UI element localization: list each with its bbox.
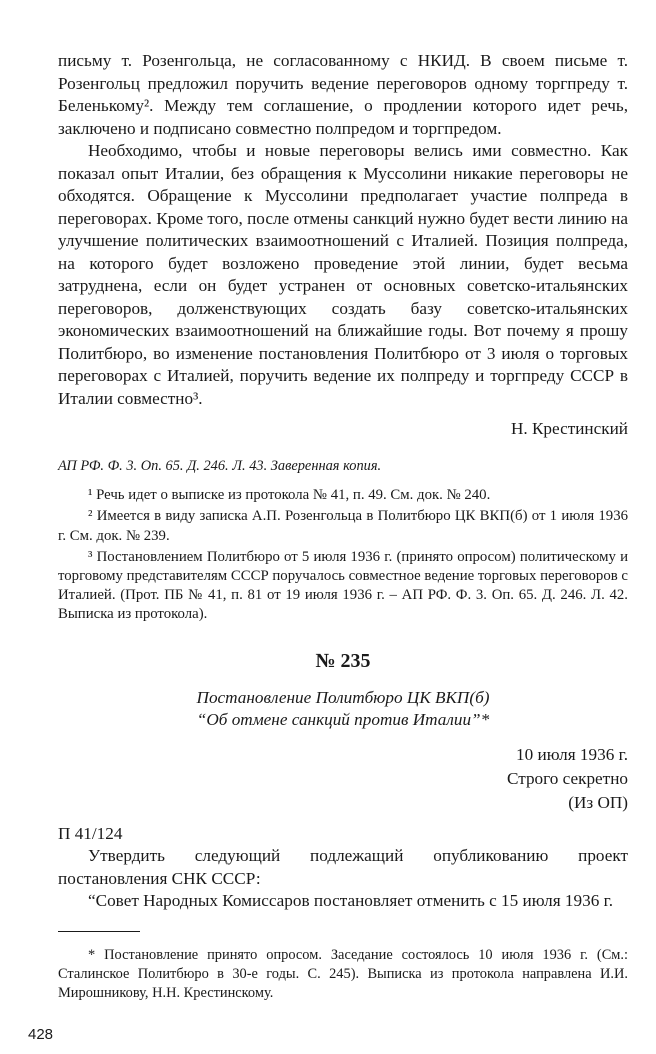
document-source: (Из ОП) <box>568 792 628 812</box>
endnote-2: ² Имеется в виду записка А.П. Розенгольца в Политбюро ЦК ВКП(б) от 1 июля 1936 г. См. док. № 239. <box>58 508 628 544</box>
resolution-text-1: Утвердить следующий подлежащий опубликованию проект постановления СНК СССР: <box>58 846 628 888</box>
document-title-line-1: Постановление Политбюро ЦК ВКП(б) <box>196 687 490 707</box>
footnote: * Постановление принято опросом. Заседание состоялось 10 июля 1936 г. (См.: Сталинское Политбюро в 30-е годы. С. 245). Выписка из протокола направлена И.И. Мирошникову, Н.Н. Крестинскому. <box>58 946 628 1001</box>
signature: Н. Крестинский <box>510 419 628 438</box>
resolution-text-2: “Совет Народных Комиссаров постановляет отменить с 15 июля 1936 г. <box>88 891 613 911</box>
page-number: 428 <box>28 1026 54 1043</box>
footnote-separator <box>58 931 140 932</box>
document-number: № 235 <box>315 649 371 672</box>
document-title <box>58 687 628 731</box>
endnotes <box>58 486 628 624</box>
endnote-1: ¹ Речь идет о выписке из протокола № 41, п. 49. См. док. № 240. <box>88 487 491 504</box>
document-date: 10 июля 1936 г. <box>516 744 628 764</box>
document-title-line-2: “Об отмене санкций против Италии”* <box>196 709 490 729</box>
archive-reference: АП РФ. Ф. 3. Оп. 65. Д. 246. Л. 43. Заверенная копия. <box>58 458 382 475</box>
endnote-3: ³ Постановлением Политбюро от 5 июля 1936 г. (принято опросом) политическому и торговому представителям СССР поручалось совместное ведение торговых переговоров с Италией. (Прот. ПБ № 41, п. 81 от 19 июля 1936 г. – АП РФ. Ф. 3. Оп. 65. Д. 246. Л. 42. Выписка из протокола). <box>58 548 628 623</box>
secrecy-stamp: Строго секретно <box>506 768 628 788</box>
body-paragraph-2: Необходимо, чтобы и новые переговоры велись ими совместно. Как показал опыт Италии, без обращения к Муссолини никакие переговоры не обходятся. Обращение к Муссолини предполагает участие полпреда в переговорах. Кроме того, после отмены санкций нужно будет вести линию на улучшение политических взаимоотношений с Италией. Позиция полпреда, на которого будет возложено проведение этой линии, будет весьма затруднена, если он будет устранен от основных советско-итальянских переговоров, долженствующих создать базу советско-итальянских экономических взаимоотношений на ближайшие годы. Вот почему я прошу Политбюро, во изменение постановления Политбюро от 3 июля о торговых переговорах с Италией, поручить ведение их полпреду и торгпреду СССР в Италии совместно³. <box>58 141 628 408</box>
body-paragraph-1: письму т. Розенгольца, не согласованному с НКИД. В своем письме т. Розенгольц предложил поручить ведение переговоров одному торгпреду т. Беленькому². Между тем соглашение, о продлении которого идет речь, заключено и подписано совместно полпредом и торгпредом. <box>58 51 628 138</box>
protocol-code: П 41/124 <box>58 823 123 843</box>
page-content <box>58 50 628 1003</box>
